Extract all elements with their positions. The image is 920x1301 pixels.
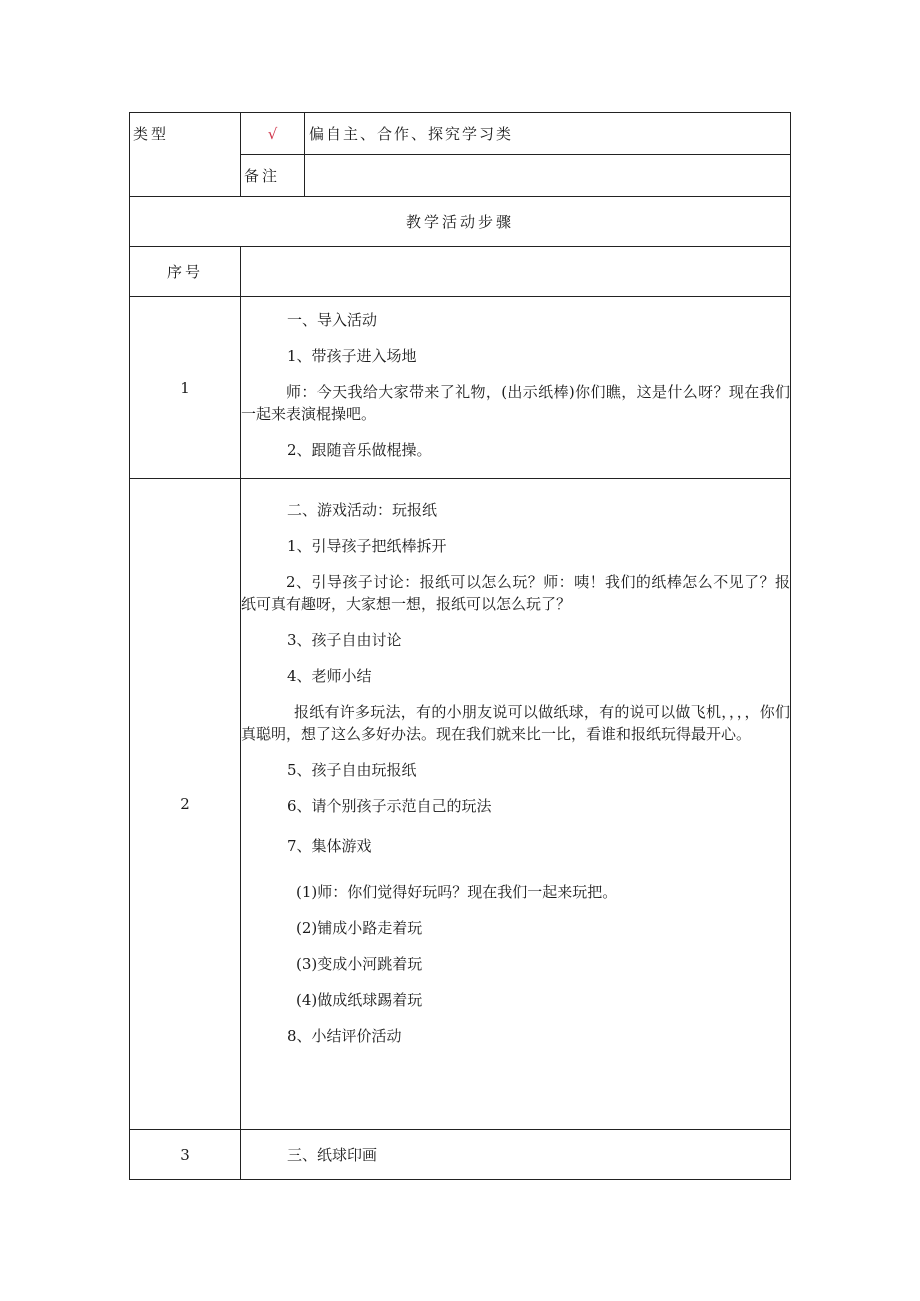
step-line: 1、引导孩子把纸棒拆开 (287, 537, 447, 555)
lesson-plan-table (129, 112, 791, 1180)
step-line: 三、纸球印画 (287, 1145, 378, 1164)
seq-label: 序号 (130, 247, 241, 297)
step-content (241, 1130, 791, 1180)
step-row (130, 479, 791, 1130)
step-line: 8、小结评价活动 (287, 1027, 402, 1045)
step-number: 2 (130, 479, 241, 1130)
steps-title: 教学活动步骤 (130, 197, 791, 247)
step-line: 师：今天我给大家带来了礼物，(出示纸棒)你们瞧，这是什么呀？现在我们一起来表演棍操吧。 (241, 383, 790, 423)
step-content (241, 479, 791, 1130)
steps-title-row (130, 197, 791, 247)
step-line: 一、导入活动 (287, 311, 378, 329)
step-line: 2、跟随音乐做棍操。 (287, 441, 432, 459)
step-line: 6、请个别孩子示范自己的玩法 (287, 797, 492, 815)
step-line: 2、引导孩子讨论：报纸可以怎么玩？师：咦！我们的纸棒怎么不见了？报纸可真有趣呀，大家想一想，报纸可以怎么玩了？ (241, 573, 790, 613)
step-line: (1)师：你们觉得好玩吗？现在我们一起来玩把。 (296, 883, 618, 901)
step-line: (2)铺成小路走着玩 (296, 919, 423, 937)
type-label: 类型 (130, 113, 241, 197)
step-line: (3)变成小河跳着玩 (296, 955, 423, 973)
seq-header-row (130, 247, 791, 297)
step-line: 5、孩子自由玩报纸 (287, 761, 417, 779)
step-number: 3 (130, 1130, 241, 1180)
type-row (130, 113, 791, 155)
step-line: 报纸有许多玩法，有的小朋友说可以做纸球，有的说可以做飞机，，，，你们真聪明，想了这么多好办法。现在我们就来比一比，看谁和报纸玩得最开心。 (241, 703, 790, 743)
step-line: 3、孩子自由讨论 (287, 631, 402, 649)
step-line: 1、带孩子进入场地 (287, 347, 417, 365)
step-line: 7、集体游戏 (287, 837, 372, 855)
step-number: 1 (130, 297, 241, 479)
seq-header-value (241, 247, 791, 297)
step-line: (4)做成纸球踢着玩 (296, 991, 423, 1009)
step-content (241, 297, 791, 479)
step-row (130, 1130, 791, 1180)
note-value (305, 155, 791, 197)
type-value: 偏自主、合作、探究学习类 (305, 113, 791, 155)
check-mark: √ (241, 113, 305, 155)
step-line: 二、游戏活动：玩报纸 (287, 501, 438, 519)
step-line: 4、老师小结 (287, 667, 372, 685)
note-label: 备注 (241, 155, 305, 197)
step-row (130, 297, 791, 479)
